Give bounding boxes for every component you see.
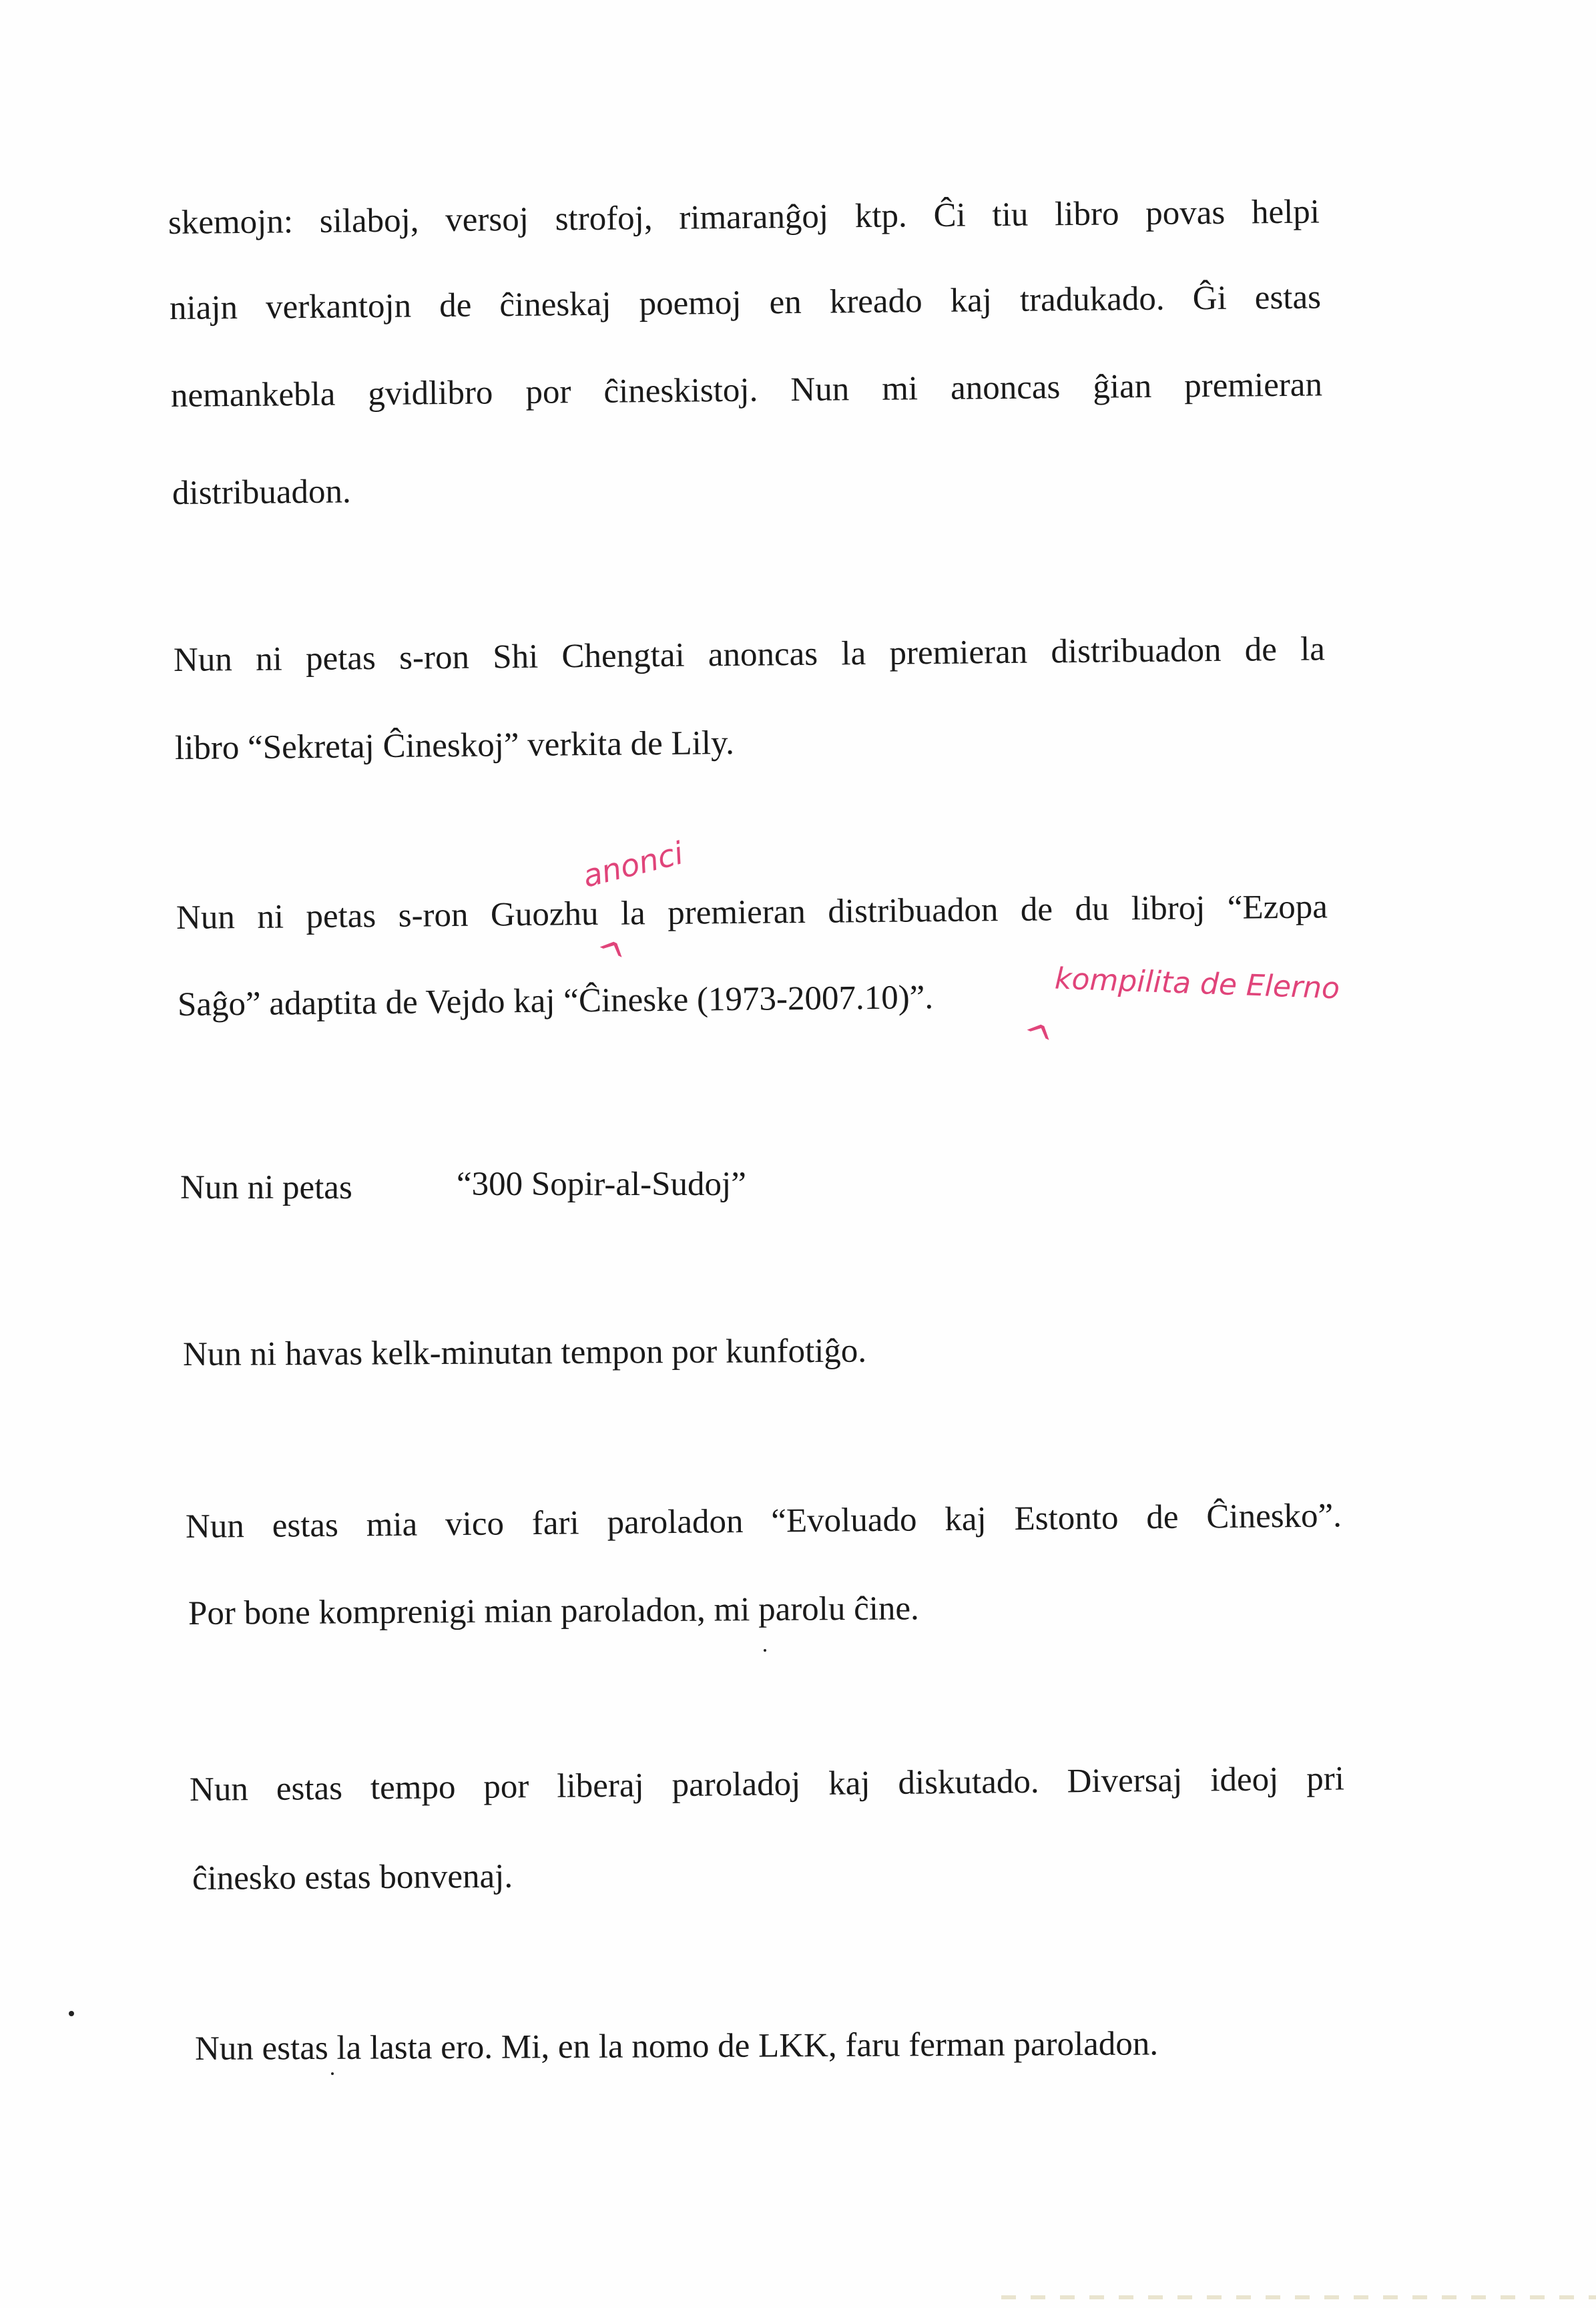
paragraph-1-line-4: distribuadon.	[172, 473, 351, 512]
scan-edge-artifact	[1001, 2295, 1596, 2299]
paragraph-1-line-2: niajn verkantojn de ĉineskaj poemoj en kreado kaj tradukado. Ĝi estas	[169, 278, 1322, 327]
scan-speck	[331, 2072, 334, 2075]
handwritten-insert-word: anonci	[579, 835, 687, 895]
insert-caret-1: ^	[584, 928, 633, 984]
paragraph-4-lead: Nun ni petas	[180, 1169, 352, 1206]
handwritten-insert-phrase: kompilita de Elerno	[1054, 961, 1340, 1006]
paragraph-6-line-2: Por bone komprenigi mian paroladon, mi parolu ĉine.	[188, 1590, 920, 1632]
paragraph-8: Nun estas la lasta ero. Mi, en la nomo de LKK, faru ferman paroladon.	[194, 2025, 1159, 2068]
scan-speck	[764, 1649, 766, 1652]
paragraph-2-line-2: libro “Sekretaj Ĉineskoj” verkita de Lily.	[174, 724, 735, 767]
paragraph-4-title: “300 Sopir-al-Sudoj”	[457, 1166, 746, 1203]
paragraph-2-line-1: Nun ni petas s-ron Shi Chengtai anoncas la premieran distribuadon de la	[173, 630, 1326, 679]
paragraph-5: Nun ni havas kelk-minutan tempon por kunfotiĝo.	[182, 1332, 867, 1373]
paragraph-3-line-2: Saĝo” adaptita de Vejdo kaj “Ĉineske (1973-2007.10)”.	[177, 979, 934, 1023]
paragraph-1-line-3: nemankebla gvidlibro por ĉineskistoj. Nun mi anoncas ĝian premieran	[170, 366, 1323, 415]
paragraph-6-line-1: Nun estas mia vico fari paroladon “Evoluado kaj Estonto de Ĉinesko”.	[185, 1497, 1342, 1546]
paragraph-1-line-1: skemojn: silaboj, versoj strofoj, rimaranĝoj ktp. Ĉi tiu libro povas helpi	[168, 193, 1320, 242]
paragraph-7-line-1: Nun estas tempo por liberaj paroladoj kaj diskutado. Diversaj ideoj pri	[189, 1760, 1345, 1809]
insert-caret-2: ^	[1011, 1011, 1061, 1067]
paragraph-3-line-1: Nun ni petas s-ron Guozhu la premieran distribuadon de du libroj “Ezopa	[176, 888, 1328, 937]
scan-speck	[69, 2011, 74, 2016]
paragraph-7-line-2: ĉinesko estas bonvenaj.	[192, 1857, 513, 1897]
